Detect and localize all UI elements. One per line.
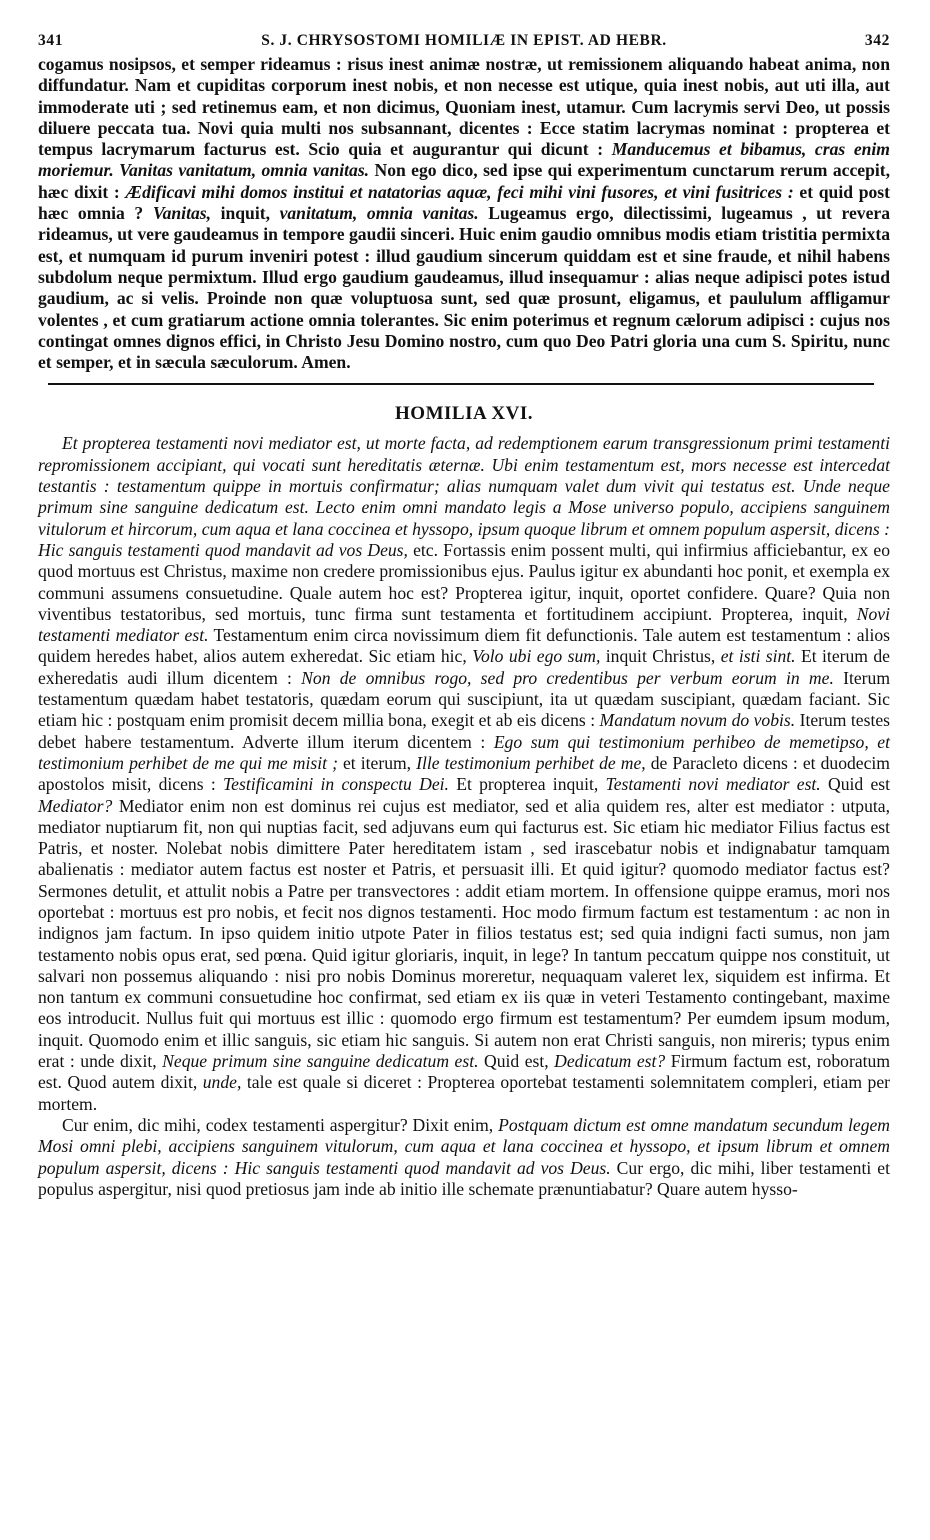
italic-run: Neque primum sine sanguine dedicatum est.	[162, 1051, 479, 1072]
italic-run: Volo ubi ego sum,	[472, 646, 601, 667]
italic-run: et isti sint.	[720, 646, 796, 667]
text-run: Cur ergo, dic mihi, liber testamenti et populus aspergitur, nisi quod pretiosus jam inde ab initio ille schemate prænuntiabatur? Quare autem hysso-	[38, 1157, 890, 1199]
italic-run: Et propterea testamenti novi mediator est, ut morte facta, ad redemptionem earum transgressionum primi testamenti repromissionem accipiant, qui vocati sunt hereditatis æternæ. Ubi enim testamentum est, mors necesse est intercedat testantis : testamentum quippe in mortuis confirmatur; alias numquam valet dum vivit qui testatus est. Unde neque primum sine sanguine dedicatum est. Lecto enim omni mandato legis a Mose universo populo, accipiens sanguinem vitulorum et hircorum, cum aqua et lana coccinea et hyssopo, ipsum quoque librum et omnem populum aspersit, dicens : Hic sanguis testamenti quod mandavit ad vos Deus,	[38, 433, 890, 560]
italic-run: Ædificavi mihi domos institui et natatorias aquæ, feci mihi vini fusores, et vini fusitrices :	[125, 181, 794, 202]
text-run: Testamentum enim circa novissimum diem fit defunctionis. Tale autem est testamentum : alios quidem heredes habet, alios autem exheredat. Sic etiam hic,	[38, 625, 890, 667]
running-title: S. J. CHRYSOSTOMI HOMILIÆ IN EPIST. AD HEBR.	[261, 32, 667, 49]
text-run: Iterum testamentum quædam habet testatoris, quædam eorum qui suscipiunt, ita ut quædam suscipiant, quædam faciant. Sic etiam hic : postquam enim promisit decem millia bona, exegit et ab eis dicens :	[38, 667, 891, 731]
italic-run: Novi testamenti mediator est.	[38, 603, 890, 646]
text-run: Firmum factum est, roboratum est. Quod autem dixit,	[38, 1051, 891, 1093]
text-run: Lugeamus ergo, dilectissimi, lugeamus , ut revera rideamus, ut vere gaudeamus in tempore gaudii sinceri. Huic enim gaudio omnibus modis etiam tristitia permixta est, et numquam id purum inveniri potest : illud gaudium sincerum quiddam est et sine fraude, et nihil habens subdolum neque permixtum. Illud ergo gaudium gaudeamus, illud insequamur : alias neque adipisci potes istud gaudium, ac si velis. Proinde non quæ voluptuosa sunt, sed quæ prosunt, eligamus, et paululum affligamur volentes , et cum gratiarum actione omnia tolerantes. Sic enim poterimus et regnum cælorum adipisci : cujus nos contingat omnes dignos effici, in Christo Jesu Domino nostro, cum quo Deo Patri gloria una cum S. Spiritu, nunc et semper, et in sæcula sæculorum. Amen.	[38, 203, 890, 373]
text-run: Quid est	[820, 774, 890, 795]
running-head	[38, 32, 890, 54]
preceding-homily-ending	[38, 54, 890, 373]
italic-run: Mandatum novum do vobis.	[599, 710, 796, 731]
text-run: de Paracleto dicens : et duodecim apostolos misit, dicens :	[38, 752, 890, 795]
italic-run: Testamenti novi mediator est.	[605, 774, 821, 795]
homily-paragraph-2	[38, 1115, 890, 1200]
homily-paragraph-1	[38, 433, 890, 1115]
italic-run: Manducemus et bibamus, cras enim moriemur. Vanitas vanitatum, omnia vanitas.	[38, 139, 890, 181]
text-run: Iterum testes debet habere testamentum. Adverte illum iterum dicentem :	[38, 710, 891, 752]
page-number-left: 341	[38, 32, 64, 49]
italic-run: Dedicatum est?	[554, 1051, 666, 1072]
section-title: HOMILIA XVI.	[395, 403, 533, 425]
text-run: et iterum,	[337, 752, 417, 773]
text-run: Et propterea inquit,	[448, 774, 606, 795]
text-run: inquit Christus,	[600, 646, 721, 667]
text-run: Quid est,	[478, 1051, 555, 1072]
italic-run: Mediator?	[38, 795, 113, 816]
text-run: inquit,	[211, 203, 280, 224]
section-divider	[48, 383, 874, 385]
italic-run: vanitatum, omnia vanitas.	[279, 203, 479, 224]
italic-run: Non de omnibus rogo, sed pro credentibus per verbum eorum in me.	[301, 667, 834, 688]
text-run: Cur enim, dic mihi, codex testamenti aspergitur? Dixit enim,	[62, 1114, 499, 1135]
italic-run: Postquam dictum est omne mandatum secundum legem Mosi omni plebi, accipiens sanguinem vitulorum, cum aqua et lana coccinea et hyssopo, et ipsum librum et omnem populum aspersit, dicens : Hic sanguis testamenti quod mandavit ad vos Deus.	[38, 1114, 891, 1178]
text-run: Et iterum de exheredatis audi illum dicentem :	[38, 646, 890, 688]
text-run: cogamus nosipsos, et semper rideamus : risus inest animæ nostræ, ut remissionem aliquando habeat anima, non diffundatur. Nam et cupiditas corporum inest nobis, et non necesse est utique, quia inest nobis, aut uti illa, aut immoderate uti ; sed retinemus eam, et non dicimus, Quoniam inest, utamur. Cum lacrymis servi Deo, ut possis diluere peccata tua. Novi quia multi nos subsannant, dicentes : Ecce statim lacrymas nominat : propterea et tempus lacrymarum facturus est. Scio quia et augurantur qui dicunt :	[38, 54, 890, 160]
page-number-right: 342	[864, 32, 890, 49]
text-run: et quid post hæc omnia ?	[38, 181, 890, 224]
italic-run: Ille testimonium perhibet de me,	[416, 752, 646, 773]
italic-run: unde,	[202, 1072, 242, 1093]
text-run: Non ego dico, sed ipse qui experimentum cunctarum rerum accepit, hæc dixit :	[38, 160, 890, 202]
italic-run: Testificamini in conspectu Dei.	[223, 774, 449, 795]
italic-run: Ego sum qui testimonium perhibeo de memetipso, et testimonium perhibet de me qui me misit ;	[38, 731, 891, 773]
text-run: etc. Fortassis enim possent multi, qui infirmius afficiebantur, ex eo quod mortuus est Christus, maxime non credere promissionibus ejus. Paulus igitur ex abundanti hoc ponit, et exempla ex communi assumens consuetudine. Quale autem hoc est? Propterea igitur, inquit, oportet confidere. Quare? Quia non viventibus testatoribus, sed mortuis, tunc firma sunt testamenta et fortitudinem accipiunt. Propterea, inquit,	[38, 539, 891, 624]
text-run: tale est quale si diceret : Propterea oportebat testamenti solemnitatem compleri, etiam per mortem.	[38, 1072, 890, 1114]
italic-run: Vanitas,	[152, 203, 211, 224]
text-run: Mediator enim non est dominus rei cujus est mediator, sed et alia quidem res, alter est mediator : utputa, mediator nuptiarum fit, non qui nuptias facit, sed adjuvans eum qui facturus est. Sic etiam hic mediator Filius factus est Patris, et noster. Nolebat nobis dimittere Pater hereditatem istam , sed irascebatur nobis et indignabatur tamquam abalienatis : mediator autem factus est noster et Patris, et persuasit illi. Et quid igitur? quomodo mediator factus est? Sermones detulit, et attulit nobis a Patre per transvectores : addit etiam mortem. In offensione quippe eramus, mori nos oportebat : mortuus est pro nobis, et fecit nos dignos testamenti. Hoc modo firmum factum est testamentum : ac non in indignos jam factum. In ipso quidem initio utpote Pater in filios testatus est; sed quia indigni facti sumus, non jam testamento nobis opus erat, sed pœna. Quid igitur gloriaris, inquit, in lege? In tantum peccatum quippe nos constituit, ut salvari non possemus aliquando : nisi pro nobis Dominus moreretur, nequaquam valeret lex, siquidem est infirma. Et non tantum ex communi consuetudine hoc confirmat, sed etiam ex iis quæ in veteri Testamento contingebant, maxime eos introducit. Nullus fuit qui mortuus est illic : quomodo ergo firmum est testamentum? Per eumdem ipsum modum, inquit. Quomodo enim et illic sanguis, sic etiam hic sanguis. Si autem non erat Christi sanguis, non mireris; typus enim erat : unde dixit,	[38, 795, 890, 1072]
